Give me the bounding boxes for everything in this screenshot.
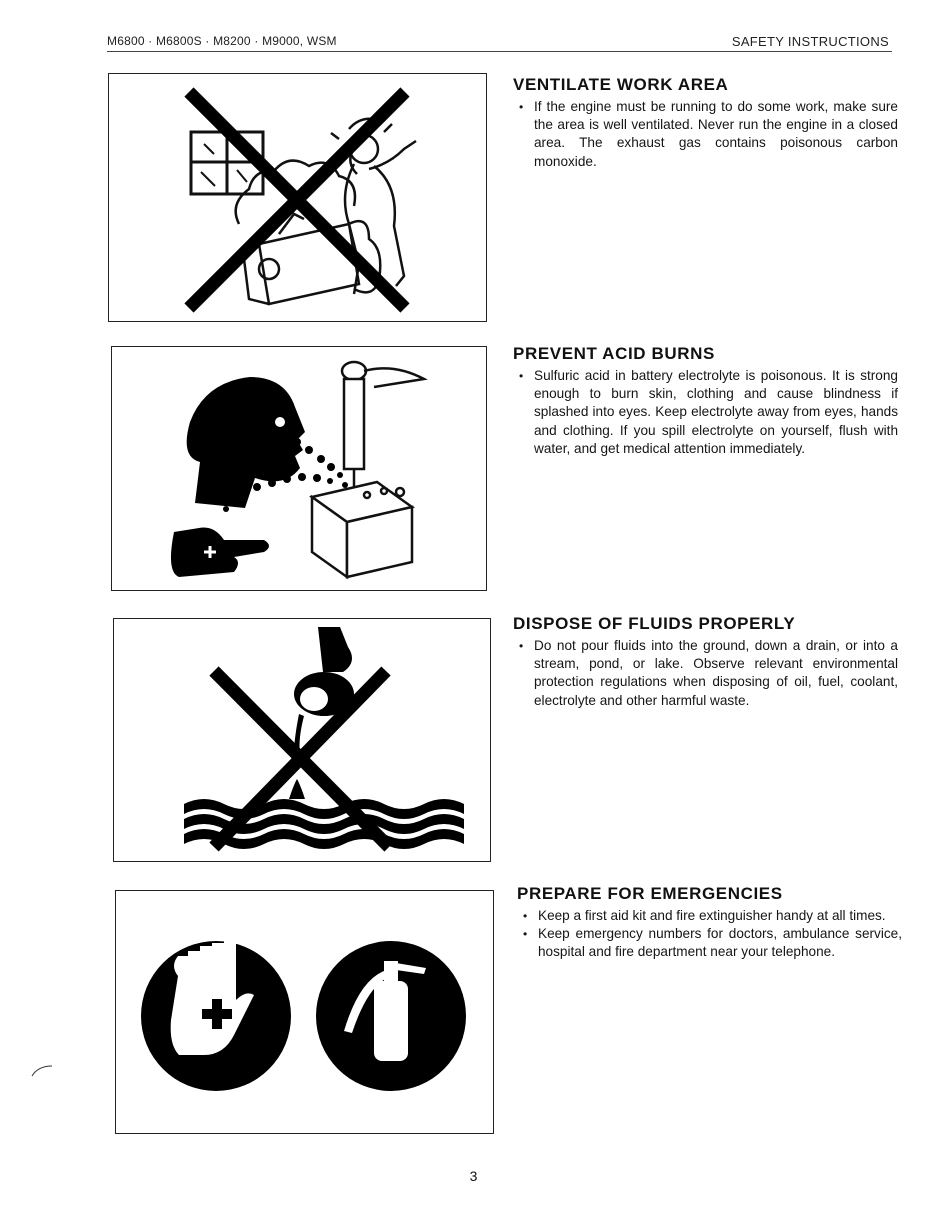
emergency-bullet-1: • Keep a first aid kit and fire extinguisher handy at all times.: [517, 907, 902, 925]
page-number: 3: [469, 1168, 478, 1184]
header-rule: [107, 51, 892, 52]
acid-section: [513, 344, 898, 458]
ventilate-title: VENTILATE WORK AREA: [513, 75, 729, 94]
ventilate-illustration: [108, 73, 487, 322]
emergency-bullet-2: • Keep emergency numbers for doctors, ambulance service, hospital and fire department near your telephone.: [517, 925, 902, 961]
emergency-title: PREPARE FOR EMERGENCIES: [517, 884, 783, 903]
dispose-section: [513, 614, 898, 710]
emergency-section: [517, 884, 902, 962]
prohibited-cross-icon: [189, 92, 405, 308]
scan-artifact: [30, 1060, 60, 1080]
first-aid-kit-icon: [141, 940, 291, 1091]
dispose-illustration: [113, 618, 491, 862]
battery-icon: [312, 482, 412, 577]
acid-title: PREVENT ACID BURNS: [513, 344, 715, 363]
acid-illustration: [111, 346, 487, 591]
hand-icon: [171, 528, 269, 578]
ventilate-section: [513, 75, 898, 171]
emergency-illustration: [115, 890, 494, 1134]
head-silhouette-icon: [187, 377, 305, 508]
header-section-title: SAFETY INSTRUCTIONS: [731, 34, 889, 49]
dispose-title: DISPOSE OF FLUIDS PROPERLY: [513, 614, 796, 633]
header-model-list: M6800 · M6800S · M8200 · M9000, WSM: [107, 34, 337, 48]
acid-bullet: • Sulfuric acid in battery electrolyte is poisonous. It is strong enough to burn skin, clothing and cause blindness if splashed into eyes. Keep electrolyte away from eyes, hands and clothing. If you spill electrolyte on yourself, flush with water, and get medical attention immediately.: [513, 367, 898, 458]
dispose-bullet: • Do not pour fluids into the ground, down a drain, or into a stream, pond, or lake. Observe relevant environmental protection regulations when disposing of oil, fuel, coolant, electrolyte and other harmful waste.: [513, 637, 898, 710]
ventilate-bullet: • If the engine must be running to do some work, make sure the area is well ventilated. Never run the engine in a closed area. The exhaust gas contains poisonous carbon monoxide.: [513, 98, 898, 171]
fire-extinguisher-icon: [316, 941, 466, 1091]
hydrometer-icon: [342, 362, 424, 487]
